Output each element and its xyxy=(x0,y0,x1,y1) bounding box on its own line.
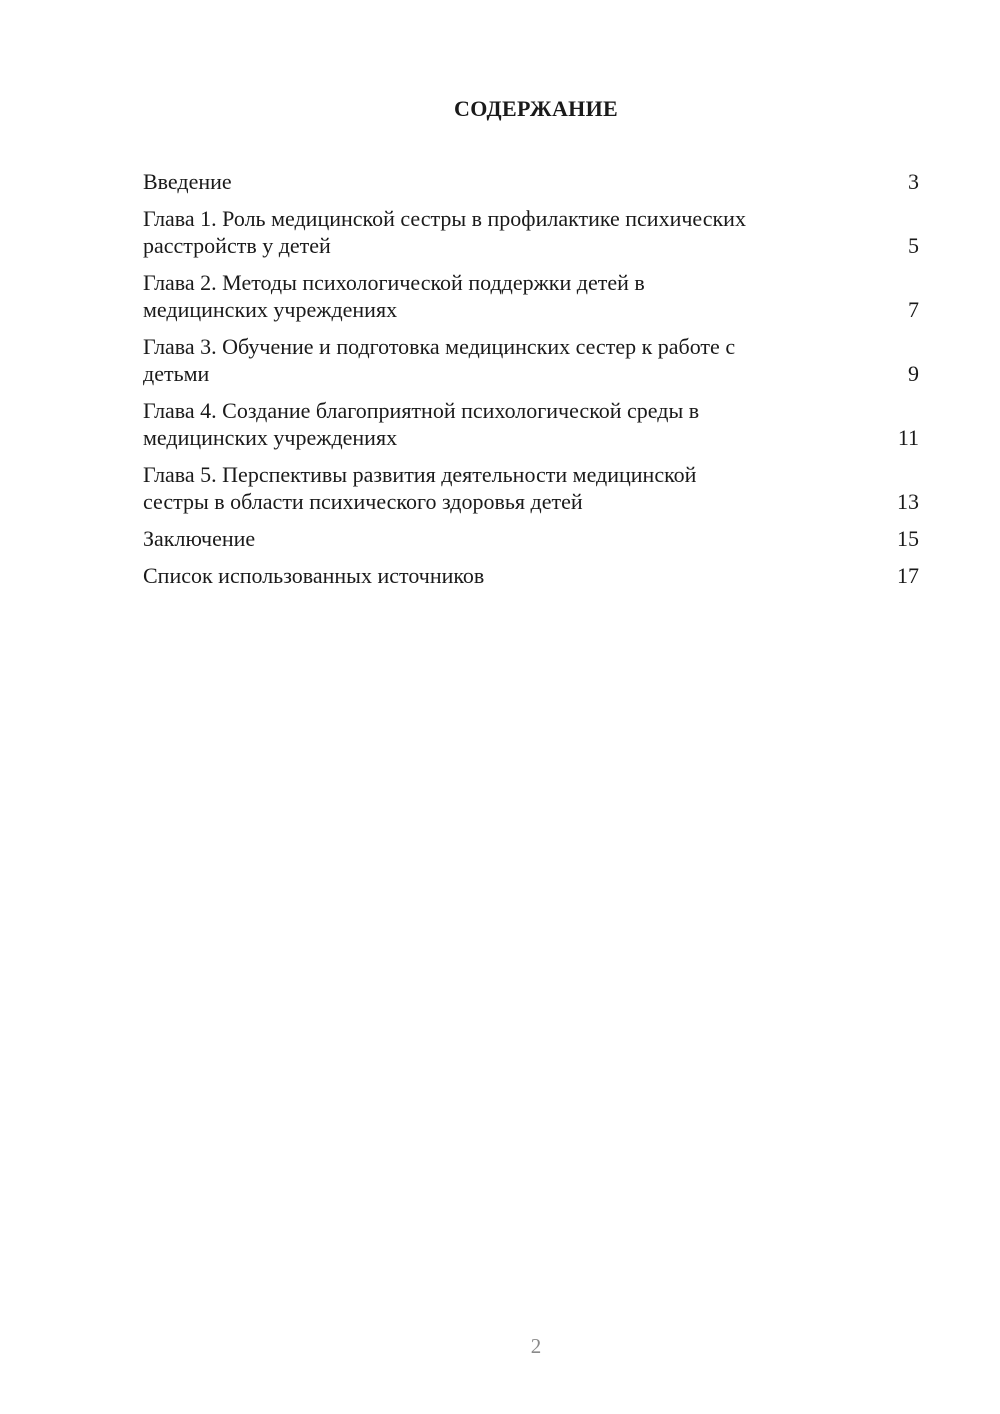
toc-entry-title: Введение xyxy=(143,169,232,194)
toc-entry-chapter-4[interactable] xyxy=(143,397,919,451)
toc-entry-chapter-1[interactable] xyxy=(143,205,919,259)
toc-entry-page: 17 xyxy=(897,563,919,588)
page-number: 2 xyxy=(530,1334,542,1358)
toc-entry-title: Глава 5. Перспективы развития деятельности медицинской сестры в области психического здоровья детей xyxy=(143,462,697,514)
toc-entry-chapter-2[interactable] xyxy=(143,269,919,323)
toc-entry-page: 5 xyxy=(908,233,919,258)
toc-entry-page: 11 xyxy=(897,425,919,450)
toc-entry-page: 13 xyxy=(897,489,919,514)
toc-entry-title: Глава 2. Методы психологической поддержки детей в медицинских учреждениях xyxy=(143,270,645,322)
toc-entry-page: 7 xyxy=(908,297,919,322)
page-title: СОДЕРЖАНИЕ xyxy=(454,96,618,121)
toc-entry-title: Глава 3. Обучение и подготовка медицинских сестер к работе с детьми xyxy=(143,334,736,386)
toc-entry-page: 15 xyxy=(897,526,919,551)
toc-entry-title: Список использованных источников xyxy=(143,563,485,588)
toc-entry-title: Глава 4. Создание благоприятной психологической среды в медицинских учреждениях xyxy=(143,398,700,450)
toc-entry-chapter-5[interactable] xyxy=(143,461,919,515)
toc-entry-introduction[interactable] xyxy=(143,168,919,195)
toc-entry-title: Заключение xyxy=(143,526,256,551)
table-of-contents xyxy=(143,168,919,599)
toc-entry-page: 9 xyxy=(908,361,919,386)
toc-entry-chapter-3[interactable] xyxy=(143,333,919,387)
toc-entry-conclusion[interactable] xyxy=(143,525,919,552)
toc-entry-title: Глава 1. Роль медицинской сестры в профилактике психических расстройств у детей xyxy=(143,206,746,258)
toc-entry-references[interactable] xyxy=(143,562,919,589)
toc-entry-page: 3 xyxy=(908,169,919,194)
